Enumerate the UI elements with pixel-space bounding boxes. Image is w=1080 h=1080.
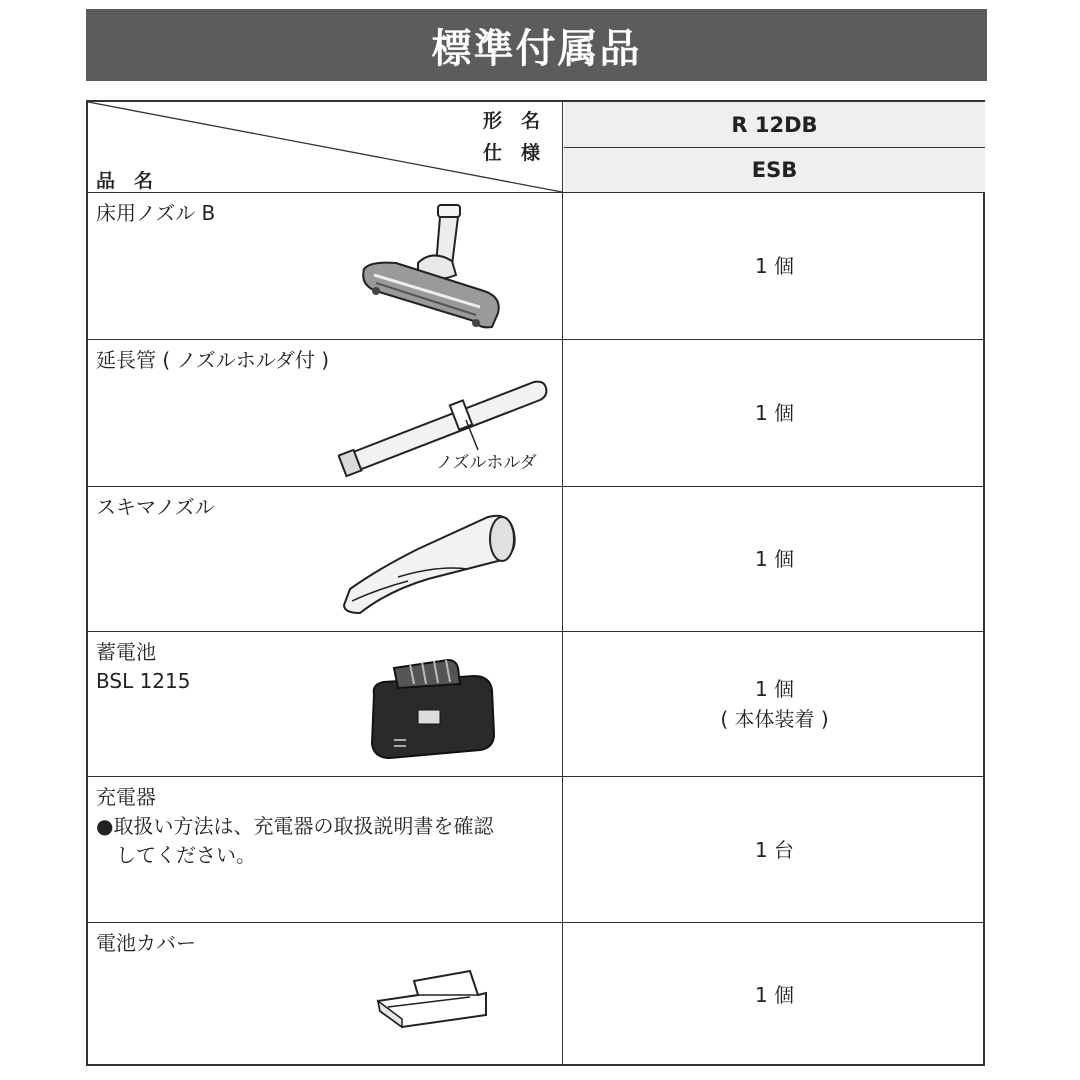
qty-value: 1 個 [754,401,795,425]
battery-icon [364,654,504,764]
qty-cell [564,632,985,776]
qty-value: 1 台 [754,837,795,862]
item-note: ●取扱い方法は、充電器の取扱説明書を確認 [96,814,494,838]
qty-value: 1 個 [754,982,795,1007]
floor-nozzle-icon [356,203,516,333]
table-row [88,487,562,631]
header-item-label: 品 名 [96,170,154,192]
header-spec-value: ESB [564,148,985,192]
item-name: 電池カバー [96,931,196,955]
table-row [88,632,562,776]
qty-cell [564,193,985,339]
table-row [88,777,562,922]
qty-cell [564,487,985,631]
qty-note: ( 本体装着 ) [720,707,829,731]
table-row [88,193,562,339]
qty-value: 1 個 [754,677,795,701]
header-model-label: 形 名 [483,110,541,132]
crevice-nozzle-icon [338,509,523,619]
qty-cell [564,340,985,486]
battery-cover-icon [374,967,499,1037]
qty-cell [564,923,985,1066]
header-spec-label: 仕 様 [483,142,541,164]
accessories-table [86,100,985,1066]
qty-cell [564,777,985,922]
qty-value: 1 個 [754,254,795,278]
item-name: スキマノズル [96,495,215,519]
item-model: BSL 1215 [96,669,191,693]
item-name: 床用ノズル B [96,201,216,225]
table-row [88,923,562,1066]
item-name: 充電器 ●取扱い方法は、充電器の取扱説明書を確認 してください。 [96,783,493,870]
table-row [88,340,562,486]
item-note-cont: してください。 [96,843,256,867]
page-title: 標準付属品 [86,9,987,81]
item-name: 蓄電池 BSL 1215 [96,638,190,696]
nozzle-holder-callout: ノズルホルダ [436,453,537,473]
qty-value: 1 個 [754,547,795,571]
header-model-value: R 12DB [564,102,985,147]
item-name: 延長管 ( ノズルホルダ付 ) [96,348,330,372]
